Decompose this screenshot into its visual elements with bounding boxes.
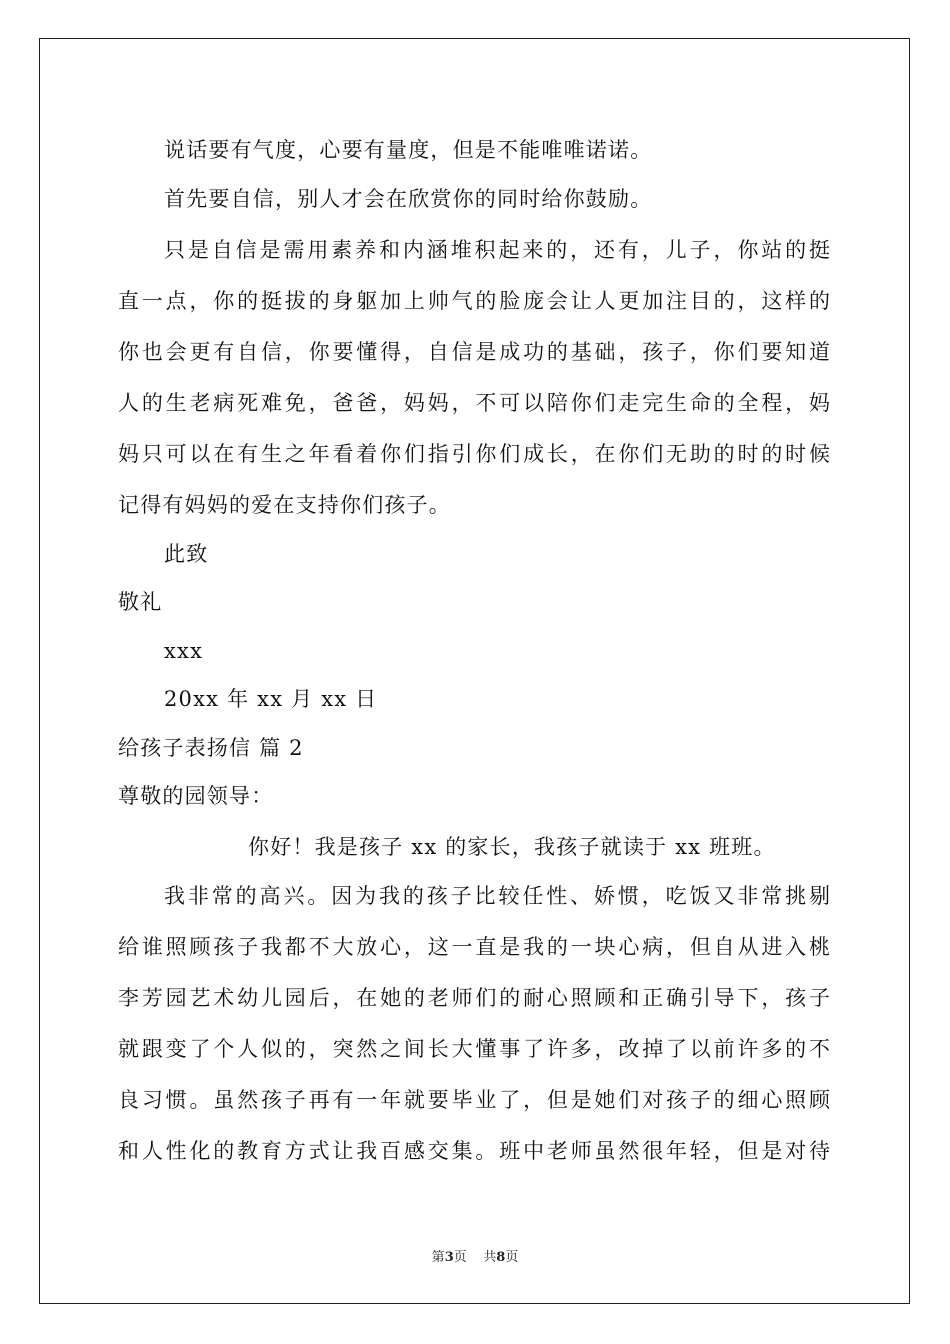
text-line: 你也会更有自信，你要懂得，自信是成功的基础，孩子，你们要知道 xyxy=(118,340,830,364)
text-line: 良习惯。虽然孩子再有一年就要毕业了，但是她们对孩子的细心照顾 xyxy=(118,1088,830,1112)
footer-mid: 页 共 xyxy=(453,1250,497,1265)
date-line: 20xx 年 xx 月 xx 日 xyxy=(164,687,378,711)
text-line: 妈只可以在有生之年看着你们指引你们成长，在你们无助的时的时候 xyxy=(118,442,830,466)
text-line: 人的生老病死难免，爸爸，妈妈，不可以陪你们走完生命的全程，妈 xyxy=(118,391,830,415)
page-border xyxy=(39,38,910,1304)
salutation-line: 敬礼 xyxy=(118,590,163,614)
footer-prefix: 第 xyxy=(431,1250,445,1265)
text-line: 就跟变了个人似的，突然之间长大懂事了许多，改掉了以前许多的不 xyxy=(118,1037,830,1061)
greeting-line: 尊敬的园领导： xyxy=(118,784,274,808)
footer-suffix: 页 xyxy=(505,1250,519,1265)
text-line: 我非常的高兴。因为我的孩子比较任性、娇惯，吃饭又非常挑剔 xyxy=(164,884,830,908)
text-line: 记得有妈妈的爱在支持你们孩子。 xyxy=(118,493,451,517)
text-line: 给谁照顾孩子我都不大放心，这一直是我的一块心病，但自从进入桃 xyxy=(118,935,830,959)
text-line: 李芳园艺术幼儿园后，在她的老师们的耐心照顾和正确引导下，孩子 xyxy=(118,986,830,1010)
text-line: 和人性化的教育方式让我百感交集。班中老师虽然很年轻，但是对待 xyxy=(118,1139,830,1163)
text-line: 直一点，你的挺拔的身躯加上帅气的脸庞会让人更加注目的，这样的 xyxy=(118,289,830,313)
page-footer xyxy=(0,1250,950,1266)
total-page-number: 8 xyxy=(496,1250,506,1265)
text-line: 首先要自信，别人才会在欣赏你的同时给你鼓励。 xyxy=(164,187,653,211)
text-line: 说话要有气度，心要有量度，但是不能唯唯诺诺。 xyxy=(164,138,653,162)
signature-line: xxx xyxy=(164,639,204,663)
current-page-number: 3 xyxy=(444,1250,454,1265)
text-line: 只是自信是需用素养和内涵堆积起来的，还有，儿子，你站的挺 xyxy=(164,238,830,262)
closing-line: 此致 xyxy=(164,542,209,566)
section-heading: 给孩子表扬信 篇 2 xyxy=(118,736,304,760)
text-line: 你好！我是孩子 xx 的家长，我孩子就读于 xx 班班。 xyxy=(248,835,776,859)
